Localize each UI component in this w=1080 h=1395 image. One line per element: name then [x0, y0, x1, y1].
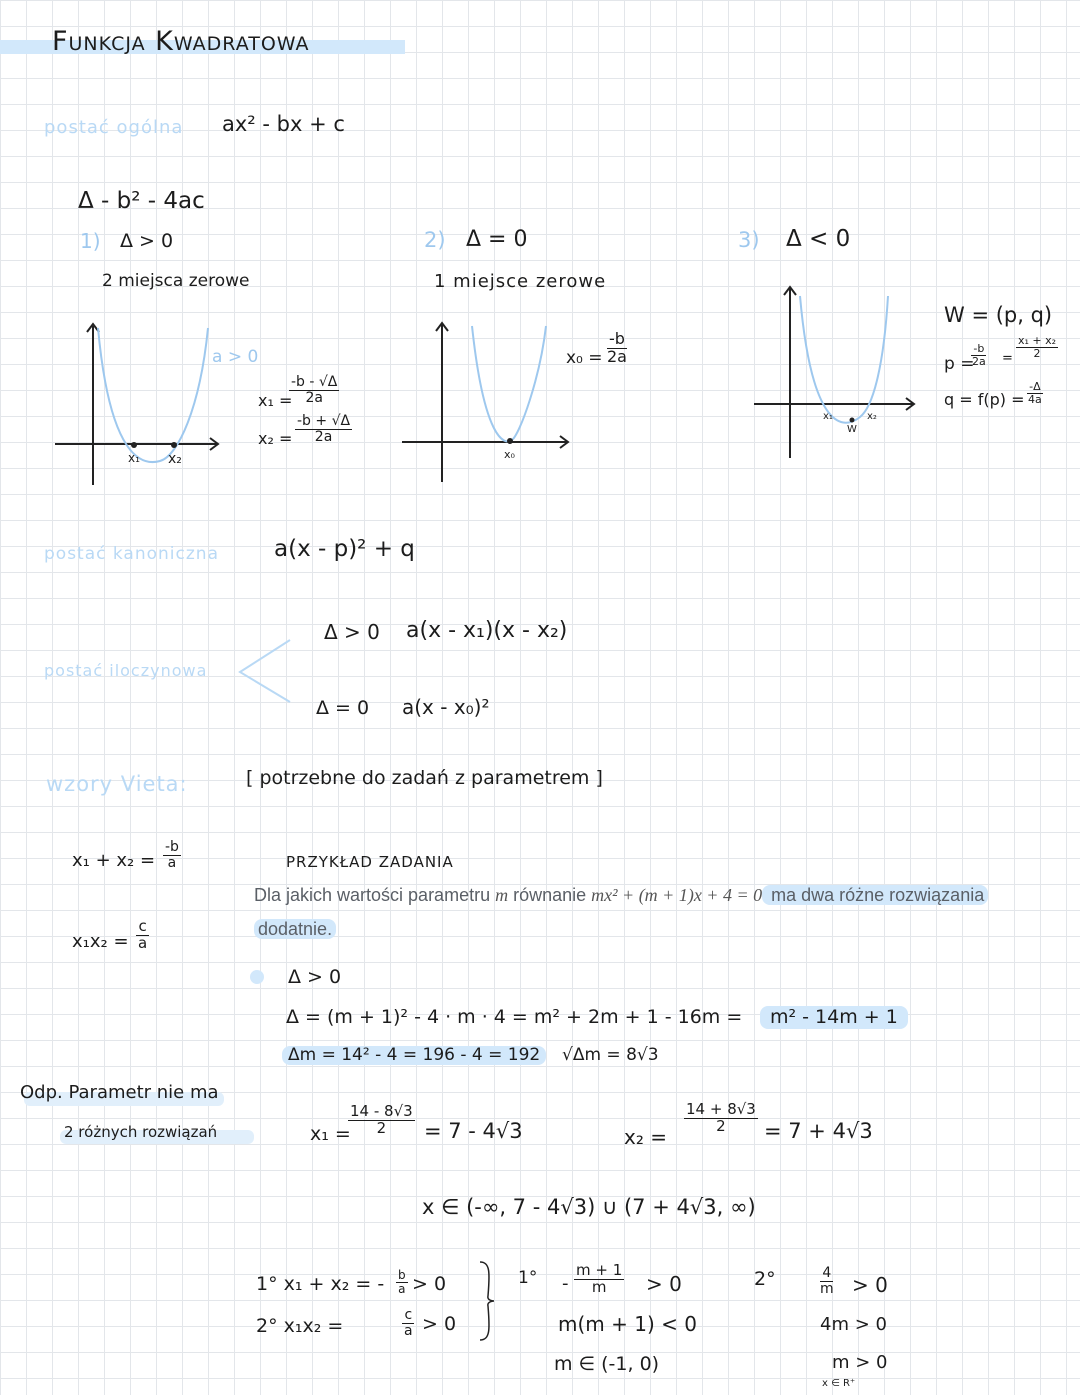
- example-question-line2-text: dodatnie.: [254, 919, 336, 939]
- bullet-dot: [250, 970, 264, 984]
- case3-w-label: W: [847, 424, 857, 435]
- case2-graph: [400, 318, 580, 488]
- vertex-p-fraction2: [1016, 335, 1058, 359]
- page-title: Funkcja Kwadratowa: [52, 26, 310, 57]
- case2-x0-fraction: [605, 331, 629, 366]
- general-form-label: postać ogólna: [44, 117, 184, 138]
- example-step3: Δm = 14² - 4 = 196 - 4 = 192: [282, 1046, 546, 1065]
- example-step1: Δ > 0: [288, 966, 342, 988]
- vertex-q-lhs: q = f(p) =: [944, 390, 1025, 409]
- product-row1-condition: Δ > 0: [324, 620, 380, 644]
- solution2-line3: m > 0: [832, 1352, 888, 1373]
- case2-x0-num: -b: [609, 329, 625, 348]
- condition1-fraction: [396, 1269, 408, 1295]
- example-question-pre: Dla jakich wartości parametru: [254, 885, 496, 905]
- case1-condition: Δ > 0: [120, 230, 174, 252]
- example-step2: Δ = (m + 1)² - 4 · m · 4 = m² + 2m + 1 - 16m =: [286, 1006, 743, 1028]
- vertex-p-equals: =: [1002, 351, 1013, 366]
- canonical-form-formula: a(x - p)² + q: [274, 536, 415, 562]
- vertex-formula: W = (p, q): [944, 303, 1053, 327]
- vieta-product-num: c: [138, 917, 147, 935]
- case2-description: 1 miejsce zerowe: [434, 271, 607, 292]
- vieta-sum-fraction: [163, 840, 181, 870]
- example-question-var: m: [495, 885, 509, 905]
- example-x2-num: 14 + 8√3: [686, 1100, 756, 1118]
- answer-line1: Odp. Parametr nie ma: [20, 1082, 219, 1103]
- delta-formula: Δ - b² - 4ac: [78, 188, 205, 214]
- case3-x1-label: x₁: [823, 411, 833, 422]
- case1-x1-lhs: x₁ =: [258, 391, 293, 410]
- example-x2-den: 2: [716, 1116, 726, 1135]
- case1-x2-num: -b + √Δ: [297, 413, 351, 429]
- condition2-pre: 2° x₁x₂ =: [256, 1315, 344, 1337]
- product-form-bracket: [236, 636, 296, 706]
- vertex-p-lhs: p =: [944, 354, 975, 374]
- solution1-mark: 1°: [518, 1268, 538, 1288]
- answer-line2: 2 różnych rozwiązań: [64, 1123, 218, 1141]
- case1-x1-den: 2a: [305, 389, 323, 406]
- solution2-post: > 0: [852, 1273, 888, 1297]
- vertex-q-den: 4a: [1028, 392, 1042, 406]
- case3-condition: Δ < 0: [786, 226, 851, 252]
- product-row1-formula: a(x - x₁)(x - x₂): [406, 618, 568, 643]
- vieta-label: wzory Vieta:: [46, 772, 188, 796]
- example-question-line2: [254, 920, 336, 938]
- case1-a-note: a > 0: [212, 347, 259, 367]
- vieta-sum-num: -b: [165, 839, 179, 855]
- product-row2-formula: a(x - x₀)²: [402, 695, 490, 719]
- vertex-p-num: -b: [973, 342, 985, 355]
- solution2-mark: 2°: [754, 1268, 776, 1290]
- product-form-label: postać iloczynowa: [44, 661, 208, 680]
- solution2-den: m: [820, 1280, 834, 1297]
- solution1-line3: m ∈ (-1, 0): [554, 1353, 660, 1375]
- vieta-product-den: a: [138, 933, 148, 952]
- example-x2-fraction: [684, 1102, 758, 1135]
- case1-x2-den: 2a: [314, 428, 333, 445]
- vieta-sum-lhs: x₁ + x₂ =: [72, 850, 156, 871]
- condition1-den: a: [398, 1281, 406, 1296]
- general-form-formula: ax² - bx + c: [222, 112, 345, 136]
- vertex-q-fraction: [1026, 381, 1044, 405]
- case1-x2-lhs: x₂ =: [258, 429, 293, 448]
- solution1-line2: m(m + 1) < 0: [558, 1312, 697, 1336]
- conditions-brace: [474, 1258, 498, 1344]
- example-question-line1: [254, 886, 988, 904]
- case2-number: 2): [424, 228, 446, 252]
- case1-x1-num: -b - √Δ: [291, 374, 338, 390]
- example-step3b: √Δm = 8√3: [562, 1045, 659, 1065]
- solution1-num: m + 1: [576, 1261, 623, 1279]
- product-row2-condition: Δ = 0: [316, 697, 370, 719]
- example-x1-num: 14 - 8√3: [350, 1102, 413, 1120]
- vertex-p-den2: 2: [1033, 346, 1041, 360]
- vieta-product-fraction: [136, 919, 149, 952]
- example-step2-result: m² - 14m + 1: [760, 1006, 908, 1029]
- case3-x2-label: x₂: [867, 411, 877, 422]
- vieta-product-lhs: x₁x₂ =: [72, 931, 129, 952]
- case2-x0-den: 2a: [607, 346, 627, 366]
- example-x2-result: = 7 + 4√3: [764, 1119, 873, 1143]
- vieta-note: [ potrzebne do zadań z parametrem ]: [246, 767, 603, 789]
- condition1-post: > 0: [412, 1273, 447, 1295]
- vertex-p-den: 2a: [972, 354, 986, 368]
- example-x1-fraction: [348, 1104, 415, 1137]
- example-interval: x ∈ (-∞, 7 - 4√3) ∪ (7 + 4√3, ∞): [422, 1195, 756, 1219]
- example-x1-result: = 7 - 4√3: [424, 1119, 523, 1143]
- example-question-post: ma dwa różne rozwiązania: [762, 885, 988, 905]
- example-question-mid: równanie: [508, 885, 592, 905]
- condition2-fraction: [402, 1308, 415, 1338]
- vertex-p-fraction: [970, 343, 988, 367]
- solution1-fraction: [574, 1263, 624, 1296]
- solution2-line2: 4m > 0: [820, 1314, 887, 1335]
- example-x1-lhs: x₁ =: [310, 1123, 351, 1145]
- case1-x1-fraction: [289, 375, 339, 405]
- condition2-den: a: [404, 1322, 413, 1339]
- case2-x0-lhs: x₀ =: [566, 348, 603, 368]
- case1-graph: [50, 318, 230, 493]
- example-x2-lhs: x₂ =: [624, 1125, 667, 1149]
- condition1-pre: 1° x₁ + x₂ = -: [256, 1273, 385, 1295]
- case2-x0-label: x₀: [504, 448, 515, 461]
- case1-description: 2 miejsca zerowe: [102, 271, 250, 291]
- solution2-num: 4: [822, 1265, 832, 1281]
- case3-number: 3): [738, 228, 760, 252]
- condition2-post: > 0: [422, 1313, 457, 1335]
- case1-x2-fraction: [295, 414, 352, 444]
- example-x1-den: 2: [376, 1118, 387, 1137]
- case1-x2-label: x₂: [168, 451, 182, 467]
- example-question-equation: mx² + (m + 1)x + 4 = 0: [591, 885, 763, 905]
- solution1-pre: -: [562, 1273, 569, 1294]
- case1-x1-label: x₁: [128, 451, 140, 465]
- solution2-fraction: [818, 1266, 836, 1296]
- solution1-den: m: [591, 1277, 607, 1296]
- condition1-num: b: [398, 1268, 406, 1282]
- solution2-line4: x ∈ R⁺: [822, 1378, 856, 1389]
- vertex-q-num: -Δ: [1029, 380, 1041, 393]
- vertex-p-num2: x₁ + x₂: [1018, 334, 1057, 347]
- case3-graph: [750, 282, 930, 462]
- case2-condition: Δ = 0: [466, 227, 528, 252]
- solution1-post: > 0: [646, 1272, 682, 1296]
- canonical-form-label: postać kanoniczna: [44, 544, 219, 564]
- condition2-num: c: [404, 1307, 413, 1323]
- case1-number: 1): [80, 229, 101, 253]
- vieta-sum-den: a: [167, 854, 177, 871]
- example-heading: PRZYKŁAD ZADANIA: [286, 853, 454, 871]
